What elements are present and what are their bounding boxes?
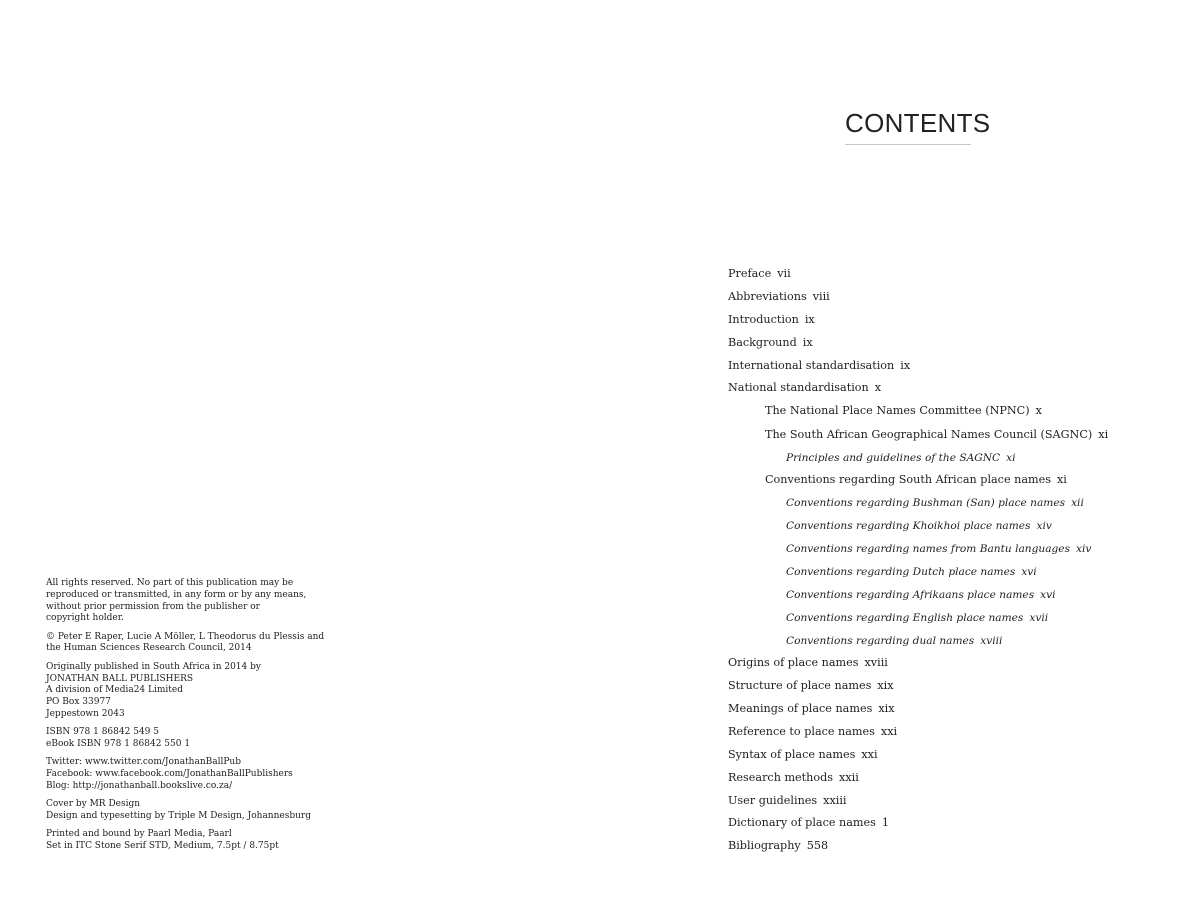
toc-entry[interactable]: [728, 747, 878, 763]
toc-entry-title: Structure of place names: [728, 679, 872, 692]
toc-entry-title: National standardisation: [728, 381, 869, 394]
toc-entry[interactable]: [728, 701, 895, 717]
toc-entry[interactable]: [728, 380, 881, 396]
toc-subsubentry[interactable]: [786, 633, 1002, 649]
toc-entry-page: 1: [881, 816, 889, 829]
toc-entry[interactable]: [728, 655, 888, 671]
publisher-info: [46, 662, 306, 721]
toc-entry[interactable]: [728, 358, 910, 374]
toc-entry-page: xvii: [1029, 612, 1049, 624]
toc-entry-page: xvi: [1021, 566, 1037, 578]
toc-entry-title: Preface: [728, 267, 772, 280]
toc-subsubentry[interactable]: [786, 587, 1056, 603]
toc-subentry[interactable]: [765, 403, 1042, 419]
toc-entry[interactable]: [728, 678, 894, 694]
toc-entry-page: xxiii: [823, 794, 847, 807]
social-line: Blog: http://jonathanball.bookslive.co.za/: [46, 780, 233, 791]
copyright-statement: [46, 631, 325, 656]
publisher-line: Originally published in South Africa in 2014 by: [46, 661, 261, 672]
toc-entry-page: xi: [1006, 452, 1016, 464]
toc-entry-title: Dictionary of place names: [728, 816, 876, 829]
toc-entry-page: ix: [804, 313, 815, 326]
toc-entry-title: The National Place Names Committee (NPNC): [765, 404, 1030, 417]
toc-entry-title: International standardisation: [728, 359, 895, 372]
design-credits: [46, 799, 311, 823]
right-page: [600, 0, 1200, 902]
copyright-line: © Peter E Raper, Lucie A Möller, L Theodorus du Plessis and: [46, 631, 325, 642]
rights-line: without prior permission from the publisher or: [46, 601, 260, 612]
toc-entry-page: x: [1035, 404, 1042, 417]
toc-subsubentry[interactable]: [786, 450, 1015, 466]
publisher-line: JONATHAN BALL PUBLISHERS: [46, 673, 194, 684]
publisher-line: PO Box 33977: [46, 697, 111, 708]
toc-entry[interactable]: [728, 793, 847, 809]
toc-subentry[interactable]: [765, 427, 1108, 443]
toc-entry-title: Bibliography: [728, 839, 801, 852]
toc-entry-page: xii: [1071, 497, 1084, 509]
toc-subsubentry[interactable]: [786, 610, 1048, 626]
toc-subentry[interactable]: [765, 472, 1067, 488]
toc-entry-title: Conventions regarding Bushman (San) place names: [786, 497, 1066, 509]
toc-subsubentry[interactable]: [786, 541, 1091, 557]
toc-entry-title: Principles and guidelines of the SAGNC: [786, 452, 1001, 464]
toc-entry-page: xviii: [980, 635, 1003, 647]
toc-entry-page: 558: [806, 839, 829, 852]
toc-entry-page: xi: [1098, 428, 1109, 441]
rights-statement: [46, 578, 306, 625]
toc-entry-title: Abbreviations: [728, 290, 807, 303]
isbn-line: eBook ISBN 978 1 86842 550 1: [46, 739, 191, 750]
toc-entry-title: Conventions regarding Dutch place names: [786, 566, 1016, 578]
toc-entry[interactable]: [728, 335, 813, 351]
printing-line: Set in ITC Stone Serif STD, Medium, 7.5pt / 8.75pt: [46, 841, 279, 852]
toc-entry-page: ix: [802, 336, 813, 349]
toc-subsubentry[interactable]: [786, 564, 1037, 580]
rights-line: reproduced or transmitted, in any form or by any means,: [46, 589, 307, 600]
toc-entry-page: xiv: [1036, 520, 1052, 532]
heading-underline: [845, 144, 971, 145]
toc-entry-title: The South African Geographical Names Council (SAGNC): [765, 428, 1093, 441]
toc-entry-page: xxii: [839, 771, 859, 784]
toc-entry-title: Introduction: [728, 313, 799, 326]
toc-entry-page: x: [874, 381, 882, 394]
toc-entry-title: Background: [728, 336, 797, 349]
printing-line: Printed and bound by Paarl Media, Paarl: [46, 829, 232, 840]
toc-entry-title: Conventions regarding South African place names: [765, 473, 1051, 486]
toc-entry[interactable]: [728, 838, 828, 854]
toc-entry[interactable]: [728, 266, 791, 282]
toc-entry-page: ix: [900, 359, 911, 372]
toc-entry-page: xvi: [1040, 589, 1056, 601]
social-line: Facebook: www.facebook.com/JonathanBallPublishers: [46, 769, 293, 780]
toc-entry-page: xviii: [864, 656, 888, 669]
toc-entry-title: Syntax of place names: [728, 748, 856, 761]
toc-entry-page: xix: [877, 679, 894, 692]
social-links: [46, 757, 306, 792]
toc-entry-title: Meanings of place names: [728, 702, 873, 715]
contents-heading: CONTENTS: [845, 108, 991, 138]
toc-entry-page: xxi: [861, 748, 878, 761]
toc-entry-title: Origins of place names: [728, 656, 859, 669]
isbn-info: [46, 727, 306, 751]
toc-entry[interactable]: [728, 770, 859, 786]
social-line: Twitter: www.twitter.com/JonathanBallPub: [46, 757, 241, 768]
toc-entry[interactable]: [728, 312, 815, 328]
toc-entry-title: Research methods: [728, 771, 834, 784]
toc-entry-page: viii: [812, 290, 830, 303]
publisher-line: Jeppestown 2043: [46, 708, 125, 719]
toc-entry-page: xiv: [1076, 543, 1092, 555]
rights-line: copyright holder.: [46, 613, 124, 624]
design-line: Design and typesetting by Triple M Design, Johannesburg: [46, 811, 311, 822]
printing-info: [46, 829, 306, 853]
toc-entry-title: Conventions regarding dual names: [786, 635, 975, 647]
toc-subsubentry[interactable]: [786, 495, 1084, 511]
toc-subsubentry[interactable]: [786, 518, 1052, 534]
toc-entry-title: Conventions regarding English place names: [786, 612, 1024, 624]
toc-entry-page: xxi: [880, 725, 898, 738]
isbn-line: ISBN 978 1 86842 549 5: [46, 727, 159, 738]
toc-entry[interactable]: [728, 289, 830, 305]
design-line: Cover by MR Design: [46, 799, 141, 810]
imprint-page: [46, 578, 325, 859]
toc-entry-title: Conventions regarding Afrikaans place names: [786, 589, 1035, 601]
toc-entry-title: Conventions regarding names from Bantu languages: [786, 543, 1071, 555]
publisher-line: A division of Media24 Limited: [46, 685, 183, 696]
rights-line: All rights reserved. No part of this publication may be: [46, 578, 294, 588]
toc-entry-title: User guidelines: [728, 794, 818, 807]
toc-entry[interactable]: [728, 815, 889, 831]
copyright-line: the Human Sciences Research Council, 2014: [46, 643, 252, 654]
toc-entry-page: xi: [1056, 473, 1067, 486]
toc-entry-page: vii: [777, 267, 791, 280]
toc-entry-title: Conventions regarding Khoikhoi place names: [786, 520, 1031, 532]
toc-entry-page: xix: [878, 702, 895, 715]
toc-entry-title: Reference to place names: [728, 725, 875, 738]
toc-entry[interactable]: [728, 724, 897, 740]
